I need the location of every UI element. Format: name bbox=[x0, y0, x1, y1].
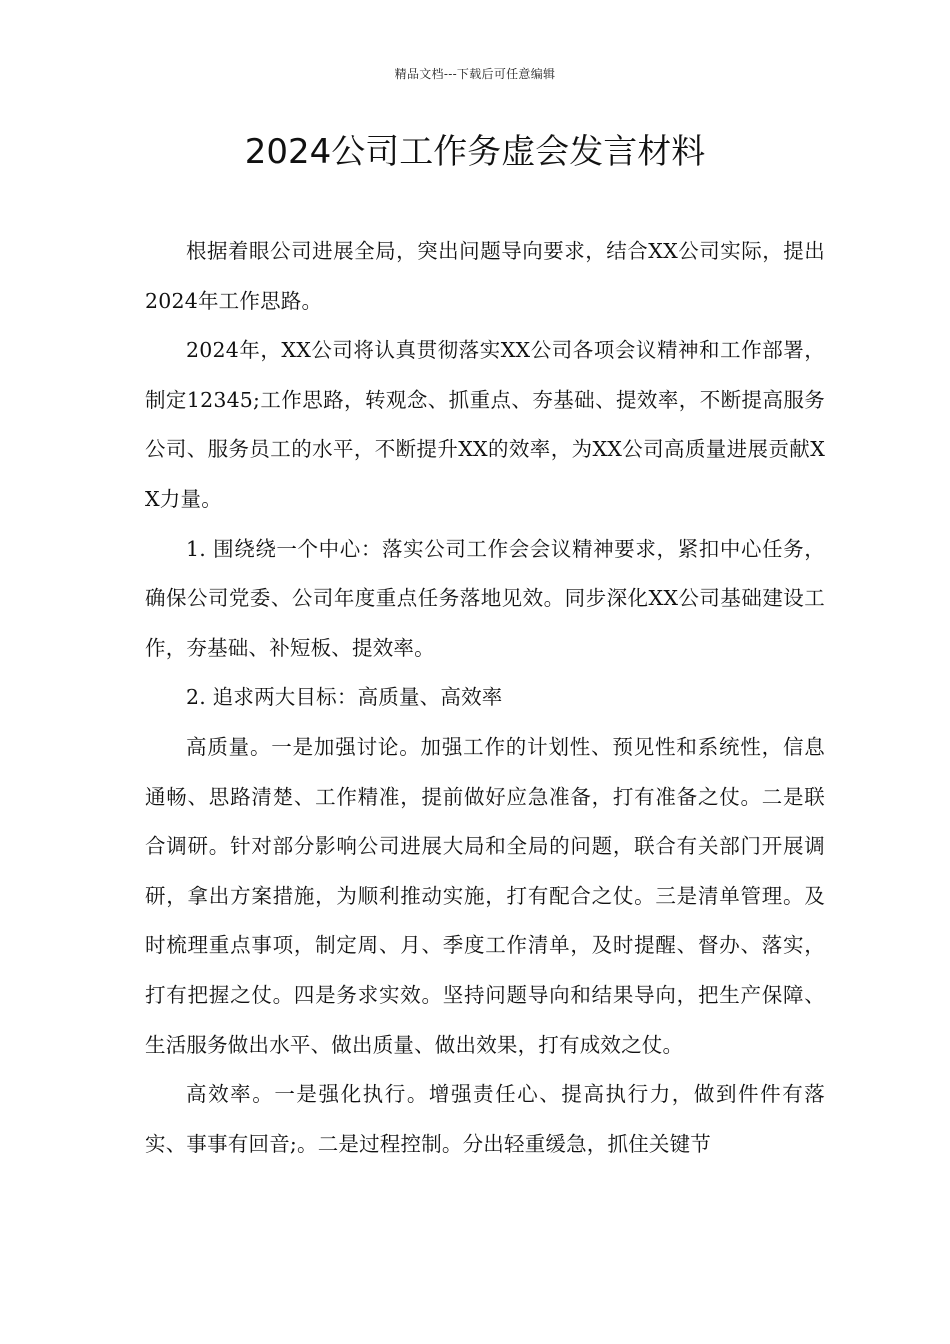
paragraph-two-goals: 2. 追求两大目标：高质量、高效率 bbox=[186, 685, 503, 710]
paragraph-high-efficiency: 高效率。一是强化执行。增强责任心、提高执行力，做到件件有落实、事事有回音;。二是过程控制。分出轻重缓急，抓住关键节 bbox=[145, 1082, 825, 1156]
paragraph-intro: 根据着眼公司进展全局，突出问题导向要求，结合XX公司实际，提出2024年工作思路。 bbox=[145, 239, 825, 313]
document-body bbox=[145, 227, 825, 1169]
paragraph-high-quality: 高质量。一是加强讨论。加强工作的计划性、预见性和系统性，信息通畅、思路清楚、工作精准，提前做好应急准备，打有准备之仗。二是联合调研。针对部分影响公司进展大局和全局的问题，联合有关部门开展调研，拿出方案措施，为顺利推动实施，打有配合之仗。三是清单管理。及时梳理重点事项，制定周、月、季度工作清单，及时提醒、督办、落实，打有把握之仗。四是务求实效。坚持问题导向和结果导向，把生产保障、生活服务做出水平、做出质量、做出效果，打有成效之仗。 bbox=[145, 734, 825, 1057]
paragraph-2024-plan: 2024年，XX公司将认真贯彻落实XX公司各项会议精神和工作部署，制定12345;工作思路，转观念、抓重点、夯基础、提效率，不断提高服务公司、服务员工的水平，不断提升XX的效率，为XX公司高质量进展贡献XX力量。 bbox=[145, 338, 825, 511]
document-title: 2024公司工作务虚会发言材料 bbox=[244, 132, 706, 172]
paragraph-one-center: 1. 围绕绕一个中心：落实公司工作会会议精神要求，紧扣中心任务，确保公司党委、公司年度重点任务落地见效。同步深化XX公司基础建设工作，夯基础、补短板、提效率。 bbox=[145, 536, 825, 660]
header-note: 精品文档---下载后可任意编辑 bbox=[394, 67, 556, 81]
